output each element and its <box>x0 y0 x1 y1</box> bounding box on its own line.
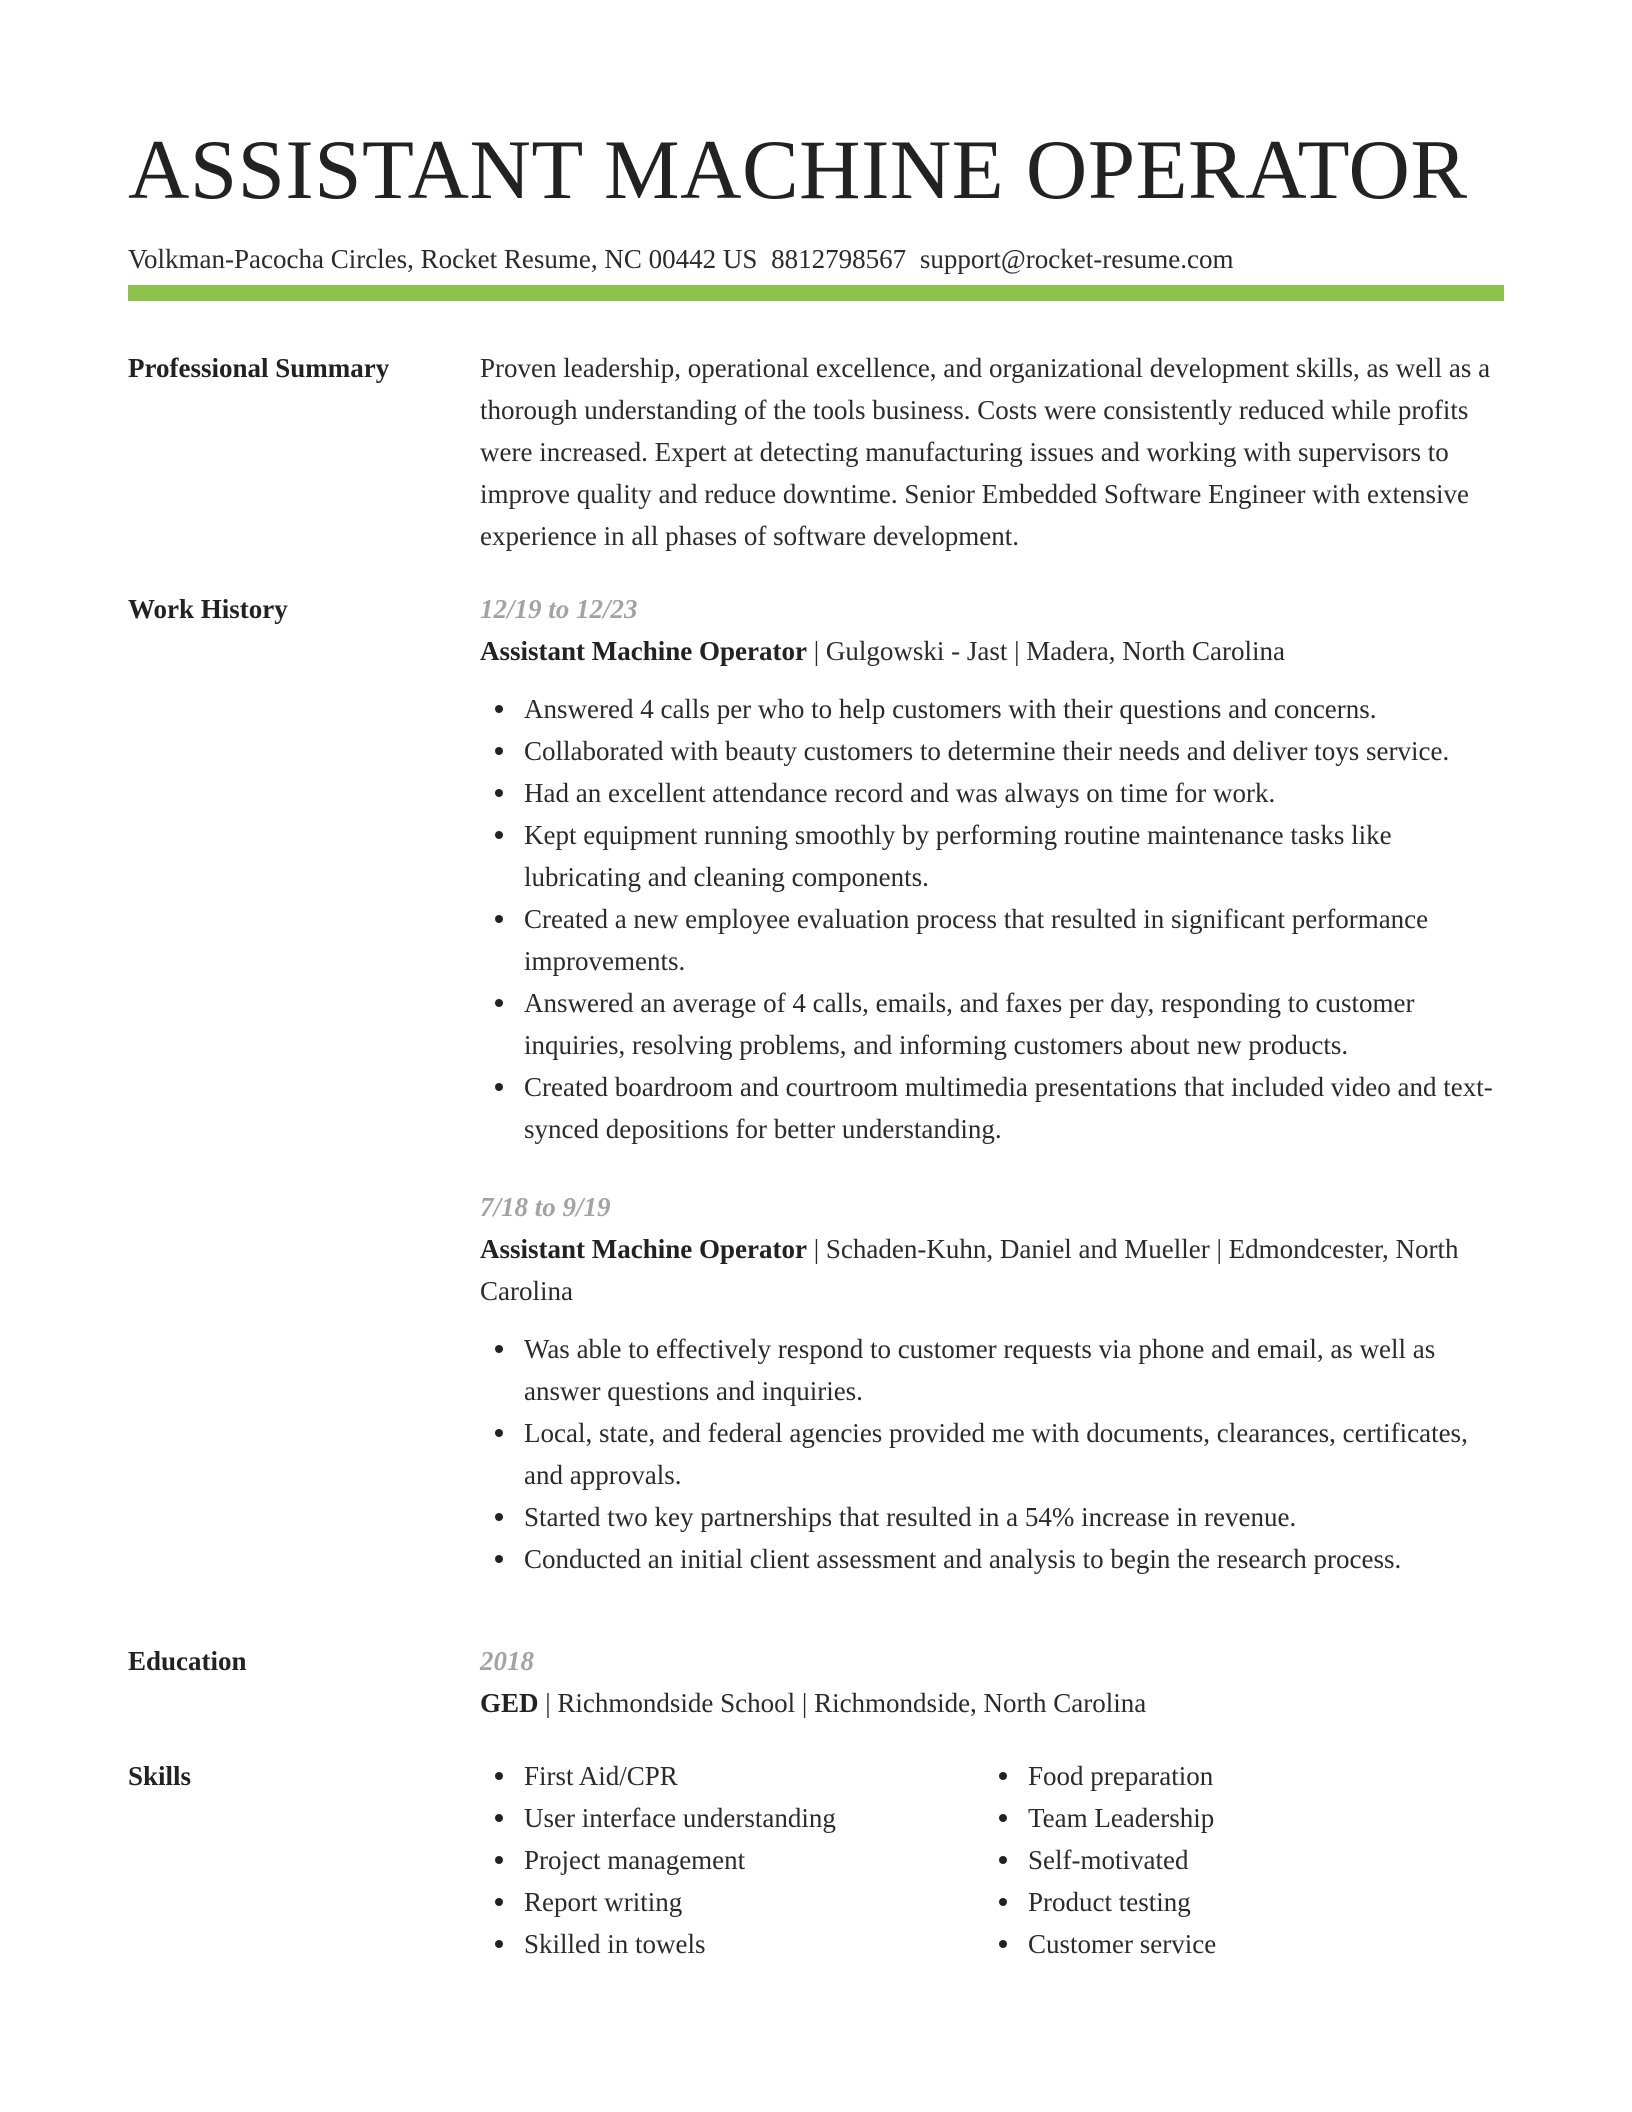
job-employer-location: | Schaden-Kuhn, Daniel and Mueller | Edmondcester, North Carolina <box>480 1234 1459 1306</box>
contact-address: Volkman-Pacocha Circles, Rocket Resume, NC 00442 US <box>128 244 758 274</box>
skills-body <box>480 1755 1504 1965</box>
accent-divider <box>128 285 1504 301</box>
job-employer-location: | Gulgowski - Jast | Madera, North Carolina <box>806 636 1285 666</box>
education-degree: GED <box>480 1688 539 1718</box>
list-item: Local, state, and federal agencies provided me with documents, clearances, certificates, and approvals. <box>524 1412 1504 1496</box>
summary-text: Proven leadership, operational excellence, and organizational development skills, as well as a thorough understanding of the tools business. Costs were consistently reduced while profits were increased. Expert at detecting manufacturing issues and working with supervisors to improve quality and reduce downtime. Senior Embedded Software Engineer with extensive experience in all phases of software development. <box>480 353 1491 551</box>
contact-email: support@rocket-resume.com <box>919 244 1234 274</box>
resume-header <box>128 118 1504 276</box>
section-label-skills: Skills <box>128 1761 192 1791</box>
job-heading <box>480 1228 1504 1312</box>
resume-name: ASSISTANT MACHINE OPERATOR <box>128 123 1468 217</box>
section-label-education: Education <box>128 1646 247 1676</box>
list-item: Answered an average of 4 calls, emails, and faxes per day, responding to customer inquiries, resolving problems, and informing customers about new products. <box>524 982 1504 1066</box>
job-title: Assistant Machine Operator <box>480 1234 807 1264</box>
education-body <box>480 1640 1504 1724</box>
job-bullets <box>480 1328 1504 1580</box>
job-entry <box>480 1186 1504 1580</box>
job-dates: 12/19 to 12/23 <box>480 594 638 624</box>
list-item: Team Leadership <box>1028 1797 1488 1839</box>
job-title: Assistant Machine Operator <box>480 636 807 666</box>
list-item: Project management <box>524 1839 984 1881</box>
list-item: Created boardroom and courtroom multimedia presentations that included video and text-synced depositions for better understanding. <box>524 1066 1504 1150</box>
section-label-summary: Professional Summary <box>128 353 390 383</box>
list-item: First Aid/CPR <box>524 1755 984 1797</box>
list-item: Was able to effectively respond to customer requests via phone and email, as well as answer questions and inquiries. <box>524 1328 1504 1412</box>
skills-list-left <box>480 1755 984 1965</box>
list-item: Report writing <box>524 1881 984 1923</box>
skills-list-right <box>984 1755 1488 1965</box>
contact-phone: 8812798567 <box>771 244 907 274</box>
list-item: Started two key partnerships that resulted in a 54% increase in revenue. <box>524 1496 1504 1538</box>
list-item: Had an excellent attendance record and was always on time for work. <box>524 772 1504 814</box>
skills-columns <box>480 1755 1504 1965</box>
contact-line <box>128 242 1504 276</box>
list-item: Kept equipment running smoothly by performing routine maintenance tasks like lubricating and cleaning components. <box>524 814 1504 898</box>
list-item: Self-motivated <box>1028 1839 1488 1881</box>
list-item: Answered 4 calls per who to help customers with their questions and concerns. <box>524 688 1504 730</box>
job-dates: 7/18 to 9/19 <box>480 1192 611 1222</box>
list-item: Customer service <box>1028 1923 1488 1965</box>
section-label-work-history: Work History <box>128 594 288 624</box>
education-heading <box>480 1682 1504 1724</box>
list-item: Conducted an initial client assessment and analysis to begin the research process. <box>524 1538 1504 1580</box>
list-item: Created a new employee evaluation process that resulted in significant performance improvements. <box>524 898 1504 982</box>
list-item: User interface understanding <box>524 1797 984 1839</box>
education-school-location: | Richmondside School | Richmondside, North Carolina <box>538 1688 1147 1718</box>
list-item: Collaborated with beauty customers to determine their needs and deliver toys service. <box>524 730 1504 772</box>
list-item: Skilled in towels <box>524 1923 984 1965</box>
work-history-body <box>480 588 1504 1580</box>
education-year: 2018 <box>480 1646 534 1676</box>
list-item: Product testing <box>1028 1881 1488 1923</box>
job-heading <box>480 630 1504 672</box>
job-bullets <box>480 688 1504 1150</box>
job-entry <box>480 588 1504 1150</box>
list-item: Food preparation <box>1028 1755 1488 1797</box>
